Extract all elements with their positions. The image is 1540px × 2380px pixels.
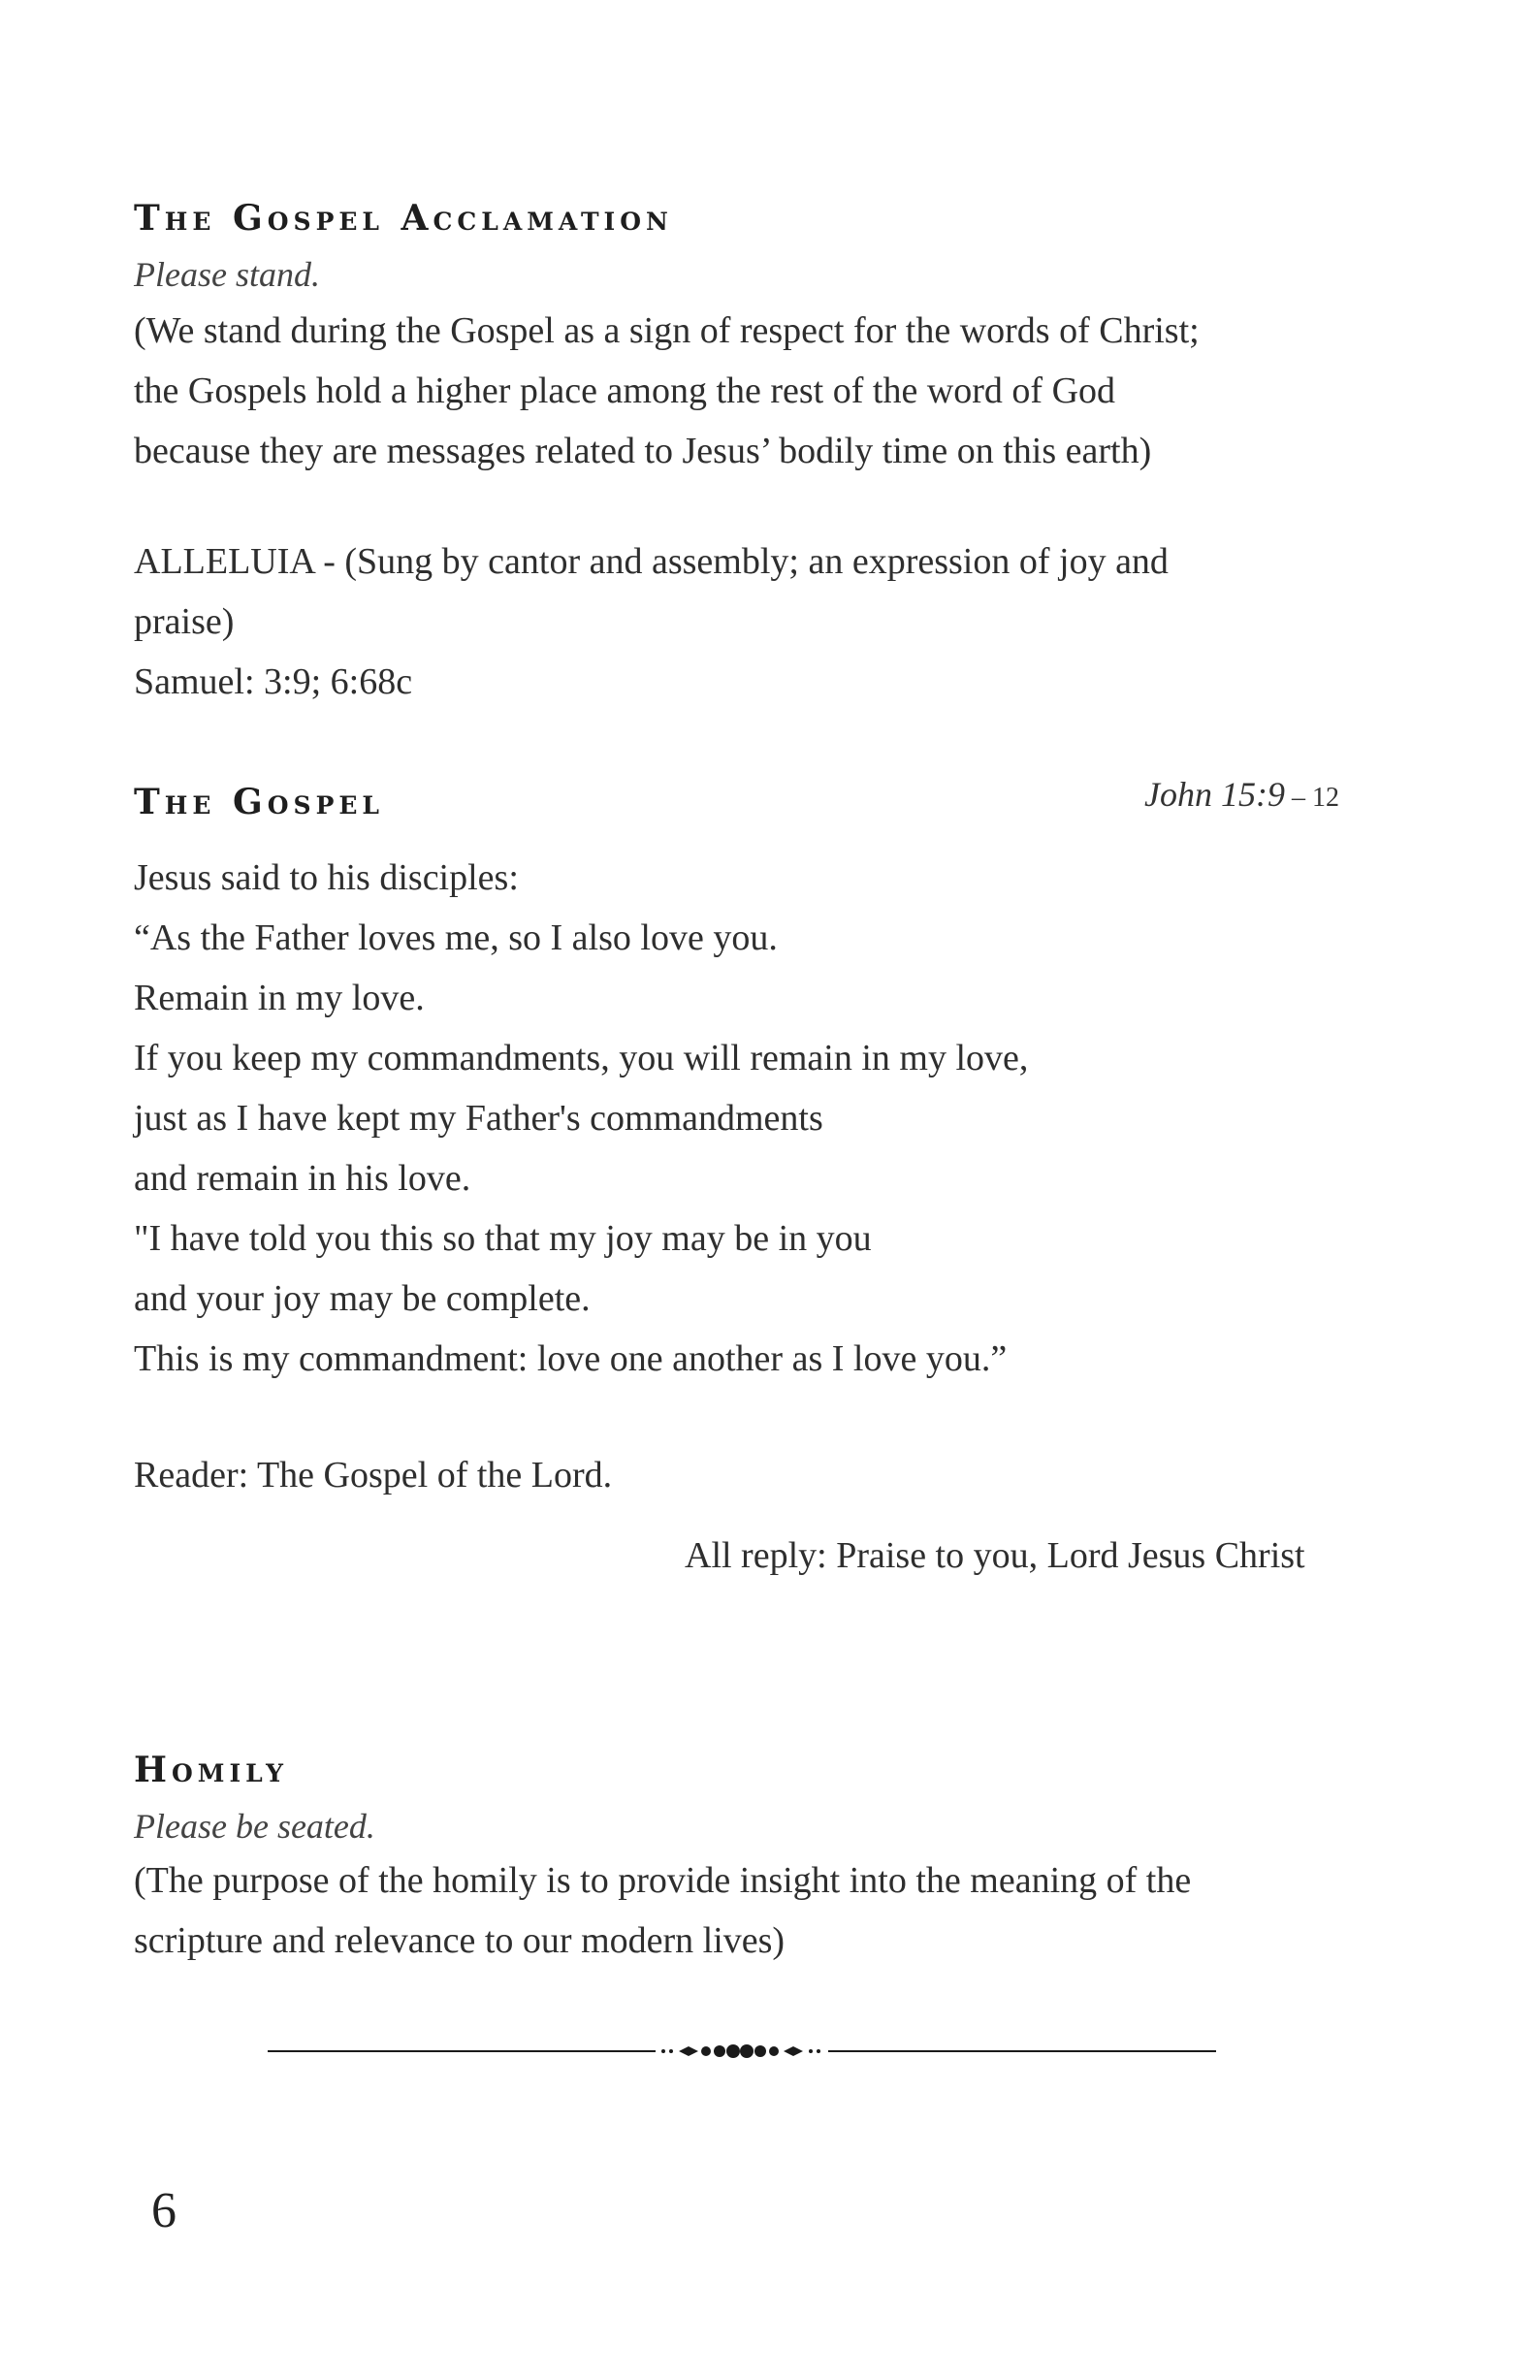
homily-explanation-line: scripture and relevance to our modern lives) xyxy=(134,1920,786,1961)
gospel-reference-main: John 15:9 xyxy=(1144,775,1285,814)
ornamental-divider xyxy=(268,2037,1216,2066)
gospel-line: “As the Father loves me, so I also love you. xyxy=(134,917,778,958)
gospel-reply: All reply: Praise to you, Lord Jesus Christ xyxy=(685,1535,1305,1576)
homily-instruction: Please be seated. xyxy=(134,1807,375,1846)
gospel-reference xyxy=(1144,774,1339,815)
alleluia-line: ALLELUIA - (Sung by cantor and assembly; an expression of joy and xyxy=(134,541,1169,582)
gospel-text xyxy=(134,848,1028,1389)
gospel-line: If you keep my commandments, you will remain in my love, xyxy=(134,1038,1029,1078)
gospel-reader-line: Reader: The Gospel of the Lord. xyxy=(134,1455,613,1496)
gospel-line: "I have told you this so that my joy may be in you xyxy=(134,1218,872,1259)
alleluia-block xyxy=(134,531,1169,712)
homily-explanation xyxy=(134,1850,1191,1971)
gospel-line: Remain in my love. xyxy=(134,978,425,1018)
acclamation-explanation xyxy=(134,301,1200,481)
gospel-line: and remain in his love. xyxy=(134,1158,471,1199)
gospel-heading: The Gospel xyxy=(134,782,385,822)
homily-explanation-line: (The purpose of the homily is to provide insight into the meaning of the xyxy=(134,1860,1192,1901)
alleluia-scripture-ref: Samuel: 3:9; 6:68c xyxy=(134,661,413,702)
page-number: 6 xyxy=(151,2183,176,2238)
gospel-line: just as I have kept my Father's commandments xyxy=(134,1098,823,1139)
gospel-line: Jesus said to his disciples: xyxy=(134,857,519,898)
gospel-reference-end: – 12 xyxy=(1284,783,1339,813)
gospel-line: This is my commandment: love one another as I love you.” xyxy=(134,1338,1008,1379)
acclamation-explanation-line: the Gospels hold a higher place among the rest of the word of God xyxy=(134,370,1116,411)
acclamation-instruction: Please stand. xyxy=(134,255,320,294)
gospel-line: and your joy may be complete. xyxy=(134,1278,591,1319)
acclamation-explanation-line: because they are messages related to Jesus’ bodily time on this earth) xyxy=(134,431,1152,471)
acclamation-explanation-line: (We stand during the Gospel as a sign of respect for the words of Christ; xyxy=(134,310,1200,351)
homily-heading: Homily xyxy=(134,1750,288,1790)
acclamation-heading: The Gospel Acclamation xyxy=(134,198,673,239)
alleluia-line: praise) xyxy=(134,601,235,642)
